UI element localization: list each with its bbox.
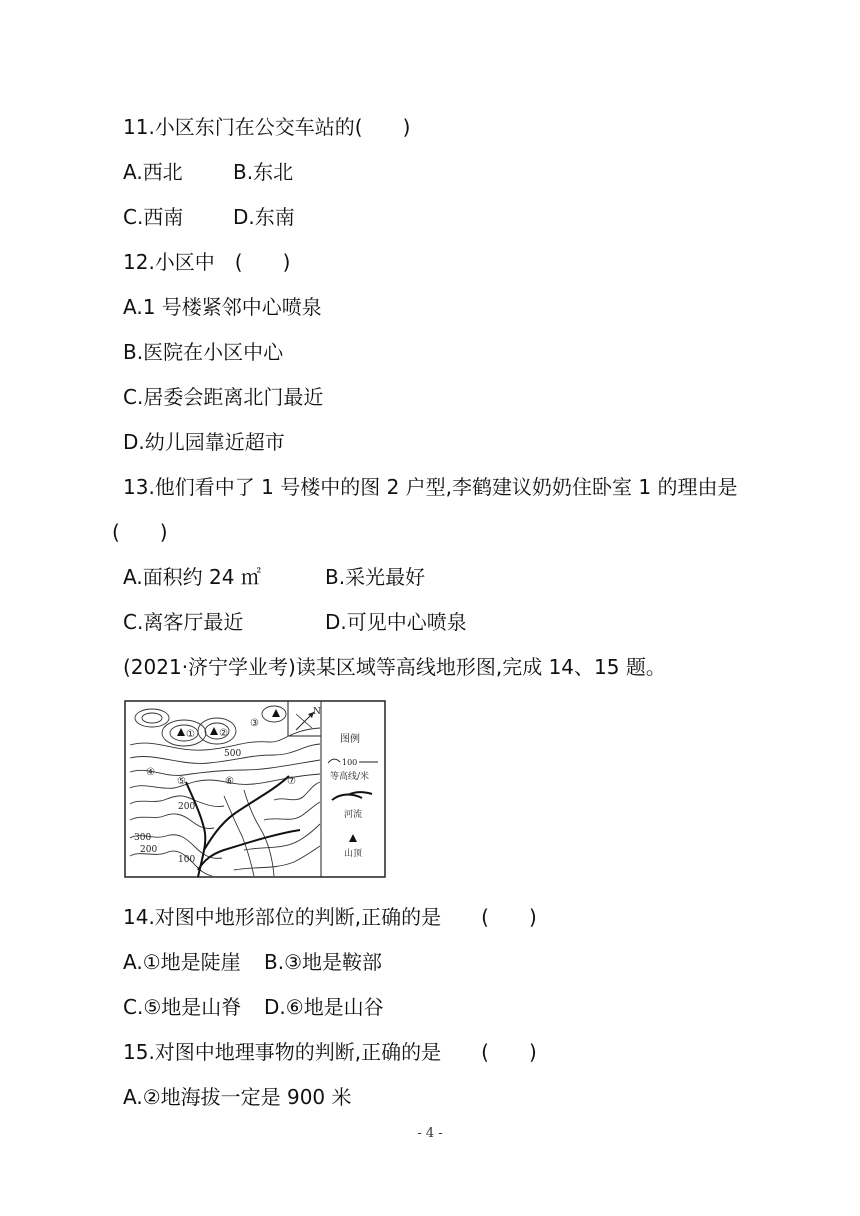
question-11-option-b: B.东北 xyxy=(233,160,294,184)
elevation-label-100: 100 xyxy=(178,855,196,865)
question-11-option-c: C.西南 xyxy=(123,205,184,229)
question-11-option-a: A.西北 xyxy=(123,160,183,184)
point-label-6: ⑥ xyxy=(225,776,234,787)
point-label-1: ① xyxy=(186,729,195,740)
question-13-option-a: A.面积约 24 ㎡ xyxy=(123,565,261,589)
north-label: N xyxy=(313,707,321,717)
elevation-label-200a: 200 xyxy=(178,802,196,812)
question-12-option-a: A.1 号楼紧邻中心喷泉 xyxy=(123,295,322,319)
question-15-stem: 15.对图中地理事物的判断,正确的是 ( ) xyxy=(123,1040,537,1064)
question-13-option-b: B.采光最好 xyxy=(325,565,426,589)
question-13-stem-bracket: ( ) xyxy=(112,520,168,544)
point-label-5: ⑤ xyxy=(177,776,186,787)
question-12-option-d: D.幼儿园靠近超市 xyxy=(123,430,285,454)
point-label-3: ③ xyxy=(250,718,259,729)
question-14-option-d: D.⑥地是山谷 xyxy=(264,995,384,1019)
legend-contour-value: 100 xyxy=(342,758,358,767)
point-label-2: ② xyxy=(219,728,228,739)
elevation-label-200b: 200 xyxy=(140,845,158,855)
point-label-4: ④ xyxy=(146,767,155,778)
question-13-option-d: D.可见中心喷泉 xyxy=(325,610,467,634)
question-15-option-a: A.②地海拔一定是 900 米 xyxy=(123,1085,352,1109)
elevation-label-300: 300 xyxy=(134,833,152,843)
question-13-stem: 13.他们看中了 1 号楼中的图 2 户型,李鹤建议奶奶住卧室 1 的理由是 xyxy=(123,475,738,499)
question-12-stem: 12.小区中 ( ) xyxy=(123,250,291,274)
passage-intro: (2021·济宁学业考)读某区域等高线地形图,完成 14、15 题。 xyxy=(123,655,666,679)
question-12-option-c: C.居委会距离北门最近 xyxy=(123,385,324,409)
legend-peak-label: 山顶 xyxy=(344,849,363,859)
legend-title: 图例 xyxy=(340,734,360,745)
point-label-7: ⑦ xyxy=(287,776,296,787)
question-14-stem: 14.对图中地形部位的判断,正确的是 ( ) xyxy=(123,905,537,929)
question-14-option-c: C.⑤地是山脊 xyxy=(123,995,242,1019)
question-11-option-d: D.东南 xyxy=(233,205,295,229)
question-14-option-a: A.①地是陡崖 xyxy=(123,950,241,974)
legend-river-label: 河流 xyxy=(344,810,363,820)
contour-map-figure xyxy=(124,700,386,878)
legend-contour-label: 等高线/米 xyxy=(330,772,370,782)
question-13-option-c: C.离客厅最近 xyxy=(123,610,244,634)
page-number: - 4 - xyxy=(417,1126,443,1141)
question-12-option-b: B.医院在小区中心 xyxy=(123,340,284,364)
question-11-stem: 11.小区东门在公交车站的( ) xyxy=(123,115,411,139)
question-14-option-b: B.③地是鞍部 xyxy=(264,950,383,974)
elevation-label-500: 500 xyxy=(224,749,242,759)
